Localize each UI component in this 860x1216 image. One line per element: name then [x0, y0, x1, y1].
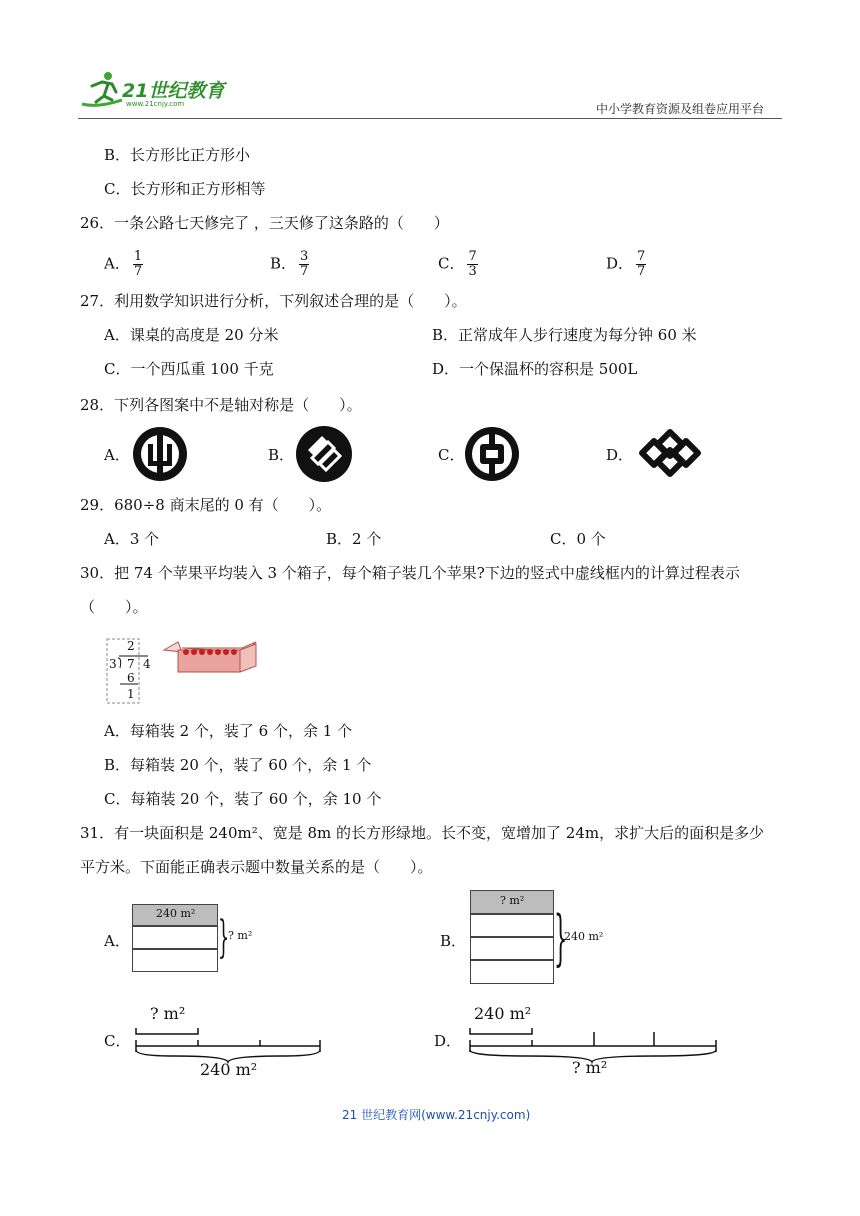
- coin-logo-icon: [462, 424, 522, 488]
- q29-option-b: B．2 个: [326, 530, 382, 548]
- header-divider: [78, 118, 782, 119]
- q31-letter-c: C．: [104, 1032, 131, 1050]
- stack-block: [470, 914, 554, 937]
- footer-link[interactable]: 21 世纪教育网(www.21cnjy.com): [342, 1108, 531, 1122]
- option-letter: D．: [606, 254, 634, 273]
- q30-option-b: B．每箱装 20 个，装了 60 个，余 1 个: [104, 756, 372, 774]
- stack-block: [132, 926, 218, 949]
- brace-icon: }: [218, 912, 230, 963]
- q31-diagram-a: [132, 904, 272, 972]
- q28-letter-b: B．: [268, 446, 295, 464]
- block-label: 240 m²: [156, 907, 196, 920]
- q27-option-c: C．一个西瓜重 100 千克: [104, 360, 274, 378]
- stack-block: [470, 960, 554, 984]
- q29-option-c: C．0 个: [550, 530, 606, 548]
- segment-label-bottom: ? m²: [572, 1058, 608, 1077]
- fraction: $\frac{3}{7}$: [300, 249, 309, 279]
- q31-diagram-c: [134, 1002, 324, 1082]
- q26-option-a: [104, 250, 143, 279]
- mobile-logo-icon: [294, 424, 354, 488]
- remainder-digit: 1: [127, 687, 135, 701]
- option-letter: A．: [104, 254, 130, 273]
- q28-letter-c: C．: [438, 446, 465, 464]
- dividend-digit-1: 7: [127, 657, 135, 671]
- fraction: $\frac{7}{3}$: [468, 249, 477, 279]
- q26-option-b: [270, 250, 309, 279]
- product-digit: 6: [127, 671, 135, 685]
- brace-icon: }: [554, 903, 568, 973]
- side-label: ? m²: [228, 929, 253, 942]
- stack-block: [470, 937, 554, 960]
- q27-option-d: D．一个保温杯的容积是 500L: [432, 360, 638, 378]
- q31-stem-line-2: 平方米。下面能正确表示题中数量关系的是（ ）。: [80, 858, 433, 876]
- fraction: $\frac{7}{7}$: [637, 249, 646, 279]
- q26-option-d: [606, 250, 646, 279]
- option-letter: C．: [438, 254, 465, 273]
- q31-diagram-d: [468, 1002, 720, 1082]
- q28-letter-d: D．: [606, 446, 634, 464]
- q31-diagram-b: [470, 890, 610, 984]
- side-label: 240 m²: [564, 930, 604, 943]
- q31-letter-b: B．: [440, 932, 467, 950]
- q31-letter-a: A．: [104, 932, 130, 950]
- stack-block: [132, 949, 218, 972]
- long-division-figure: [106, 638, 156, 704]
- q25-option-c: C．长方形和正方形相等: [104, 180, 266, 198]
- q30-option-a: A．每箱装 2 个，装了 6 个，余 1 个: [104, 722, 353, 740]
- dividend-digit-2: 4: [143, 657, 151, 671]
- q26-stem: 26．一条公路七天修完了 ，三天修了这条路的（ ）: [80, 214, 449, 232]
- bank-logo-icon: [130, 424, 190, 488]
- q30-option-c: C．每箱装 20 个，装了 60 个，余 10 个: [104, 790, 382, 808]
- logo-url: www.21cnjy.com: [126, 100, 185, 108]
- chinese-knot-icon: [636, 428, 704, 482]
- q27-option-b: B．正常成年人步行速度为每分钟 60 米: [432, 326, 697, 344]
- q27-stem: 27．利用数学知识进行分析，下列叙述合理的是（ ）。: [80, 292, 467, 310]
- q29-option-a: A．3 个: [104, 530, 160, 548]
- q28-stem: 28．下列各图案中不是轴对称是（ ）。: [80, 396, 362, 414]
- segment-label-top: ? m²: [150, 1004, 186, 1023]
- q29-stem: 29．680÷8 商末尾的 0 有（ ）。: [80, 496, 332, 514]
- divisor-digit: 3: [109, 657, 117, 671]
- q31-stem-line-1: 31．有一块面积是 240m²、宽是 8m 的长方形绿地。长不变，宽增加了 24m，求扩大后的面积是多少: [80, 824, 765, 842]
- quotient-digit: 2: [127, 639, 135, 653]
- segment-label-bottom: 240 m²: [200, 1060, 258, 1079]
- block-label: ? m²: [500, 894, 525, 907]
- q27-option-a: A．课桌的高度是 20 分米: [104, 326, 279, 344]
- q31-letter-d: D．: [434, 1032, 462, 1050]
- logo-text: 21世纪教育: [122, 80, 225, 102]
- q30-stem-line-1: 30．把 74 个苹果平均装入 3 个箱子，每个箱子装几个苹果?下边的竖式中虚线框内的计算过程表示: [80, 564, 740, 582]
- q25-option-b: B．长方形比正方形小: [104, 146, 251, 164]
- header-logo: [78, 70, 248, 114]
- q28-letter-a: A．: [104, 446, 130, 464]
- q30-stem-line-2: （ ）。: [80, 598, 148, 616]
- header-platform-text: 中小学教育资源及组卷应用平台: [596, 102, 765, 116]
- option-letter: B．: [270, 254, 297, 273]
- q26-option-c: [438, 250, 478, 279]
- fraction: $\frac{1}{7}$: [133, 249, 143, 279]
- apple-box-image: [160, 640, 260, 680]
- segment-label-top: 240 m²: [474, 1004, 532, 1023]
